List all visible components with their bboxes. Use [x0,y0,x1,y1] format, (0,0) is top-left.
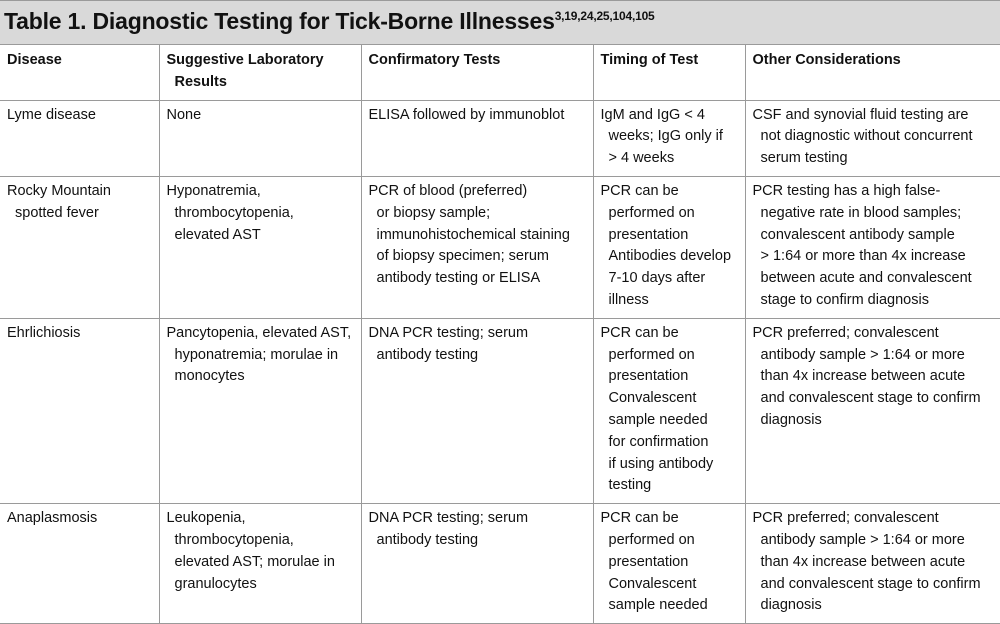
cell-line: and convalescent stage to confirm [760,390,981,407]
cell-line: Suggestive Laboratory [166,52,324,68]
cell-text [167,323,355,388]
cell-line: between acute and convalescent [760,270,972,287]
header-other-considerations [745,45,1000,101]
confirmatory-tests-cell [361,504,593,624]
cell-text [369,50,587,72]
cell-line: Lyme disease [7,106,96,123]
cell-text [753,181,995,312]
table-title-bar [0,0,1000,44]
cell-line: convalescent antibody sample [760,226,955,243]
header-disease [0,45,159,101]
cell-line: performed on [608,346,695,363]
cell-line: and convalescent stage to confirm [760,575,981,592]
cell-text [601,50,739,72]
cell-line: antibody testing or ELISA [376,270,541,287]
other-considerations-cell [745,176,1000,318]
cell-text [167,50,355,94]
cell-line: DNA PCR testing; serum [368,510,529,527]
cell-line: CSF and synovial fluid testing are [752,106,969,123]
table-row [0,176,1000,318]
timing-cell [593,504,745,624]
table-body [0,100,1000,624]
cell-line: weeks; IgG only if [608,128,723,145]
table-title-references: 3,19,24,25,104,105 [554,9,655,23]
cell-line: presentation [608,368,689,385]
cell-line: Other Considerations [752,52,901,68]
cell-line: of biopsy specimen; serum [376,248,549,265]
disease-cell [0,176,159,318]
cell-line: granulocytes [174,575,257,592]
lab-results-cell [159,504,361,624]
cell-line: Pancytopenia, elevated AST, [166,324,352,341]
cell-line: PCR can be [600,510,679,527]
cell-line: sample needed [608,597,708,614]
cell-line: Leukopenia, [166,510,246,527]
cell-line: for confirmation [608,433,709,450]
cell-line: monocytes [174,368,245,385]
cell-line: spotted fever [15,204,99,221]
cell-line: Confirmatory Tests [368,52,501,68]
timing-cell [593,176,745,318]
cell-line: DNA PCR testing; serum [368,324,529,341]
table-title-text: Table 1. Diagnostic Testing for Tick-Borne Illnesses [4,8,555,34]
other-considerations-cell [745,100,1000,176]
cell-text [601,323,739,497]
cell-line: not diagnostic without concurrent [760,128,973,145]
cell-text [369,323,587,367]
cell-line: presentation [608,553,689,570]
cell-text [7,105,153,127]
disease-cell [0,100,159,176]
table-row [0,504,1000,624]
cell-line: PCR testing has a high false- [752,182,941,199]
cell-line: Convalescent [608,390,697,407]
header-timing-of-test [593,45,745,101]
cell-line: thrombocytopenia, [174,204,294,221]
cell-text [7,323,153,345]
cell-text [369,508,587,552]
cell-line: PCR of blood (preferred) [368,182,528,199]
table-row [0,318,1000,503]
cell-line: Ehrlichiosis [7,324,81,341]
cell-line: diagnosis [760,411,822,428]
cell-line: 7-10 days after [608,270,706,287]
lab-results-cell [159,100,361,176]
cell-text [601,181,739,312]
cell-text [753,508,995,617]
cell-line: or biopsy sample; [376,204,491,221]
cell-line: negative rate in blood samples; [760,204,962,221]
disease-cell [0,318,159,503]
cell-text [7,508,153,530]
cell-line: if using antibody [608,455,714,472]
cell-line: serum testing [760,150,848,167]
cell-line: than 4x increase between acute [760,368,966,385]
cell-line: Hyponatremia, [166,182,261,199]
cell-text [753,105,995,170]
cell-line: Disease [7,52,62,68]
cell-line: PCR can be [600,324,679,341]
header-confirmatory-tests [361,45,593,101]
cell-text [369,105,587,127]
other-considerations-cell [745,504,1000,624]
confirmatory-tests-cell [361,176,593,318]
cell-line: hyponatremia; morulae in [174,346,339,363]
cell-text [753,323,995,432]
cell-line: performed on [608,204,695,221]
cell-line: PCR preferred; convalescent [752,324,939,341]
cell-line: Antibodies develop [608,248,732,265]
cell-text [167,105,355,127]
cell-line: stage to confirm diagnosis [760,291,929,308]
cell-line: Anaplasmosis [7,510,98,527]
cell-line: Rocky Mountain [7,182,111,199]
table-header-row [0,45,1000,101]
cell-text [601,508,739,617]
cell-line: illness [608,291,649,308]
cell-line: antibody testing [376,531,479,548]
cell-line: > 4 weeks [608,150,675,167]
diagnostic-testing-table [0,44,1000,624]
cell-line: diagnosis [760,597,822,614]
cell-line: > 1:64 or more than 4x increase [760,248,966,265]
cell-text [753,50,995,72]
cell-text [369,181,587,290]
cell-text [167,508,355,595]
disease-cell [0,504,159,624]
cell-line: Convalescent [608,575,697,592]
timing-cell [593,100,745,176]
cell-line: IgM and IgG < 4 [600,106,705,123]
cell-line: elevated AST [174,226,261,243]
cell-line: presentation [608,226,689,243]
cell-line: PCR can be [600,182,679,199]
cell-line: ELISA followed by immunoblot [368,106,565,123]
cell-line: immunohistochemical staining [376,226,570,243]
lab-results-cell [159,176,361,318]
table-title [4,8,655,35]
table-row [0,100,1000,176]
cell-line: Results [174,73,227,90]
cell-line: performed on [608,531,695,548]
cell-line: PCR preferred; convalescent [752,510,939,527]
cell-text [7,50,153,72]
cell-line: testing [608,477,652,494]
cell-text [7,181,153,225]
cell-line: than 4x increase between acute [760,553,966,570]
lab-results-cell [159,318,361,503]
header-suggestive-lab-results [159,45,361,101]
cell-line: elevated AST; morulae in [174,553,335,570]
cell-line: antibody sample > 1:64 or more [760,346,965,363]
timing-cell [593,318,745,503]
cell-line: Timing of Test [600,52,699,68]
confirmatory-tests-cell [361,100,593,176]
cell-line: antibody testing [376,346,479,363]
cell-line: thrombocytopenia, [174,531,294,548]
confirmatory-tests-cell [361,318,593,503]
cell-text [167,181,355,246]
cell-line: None [166,106,202,123]
other-considerations-cell [745,318,1000,503]
cell-line: antibody sample > 1:64 or more [760,531,965,548]
cell-line: sample needed [608,411,708,428]
cell-text [601,105,739,170]
